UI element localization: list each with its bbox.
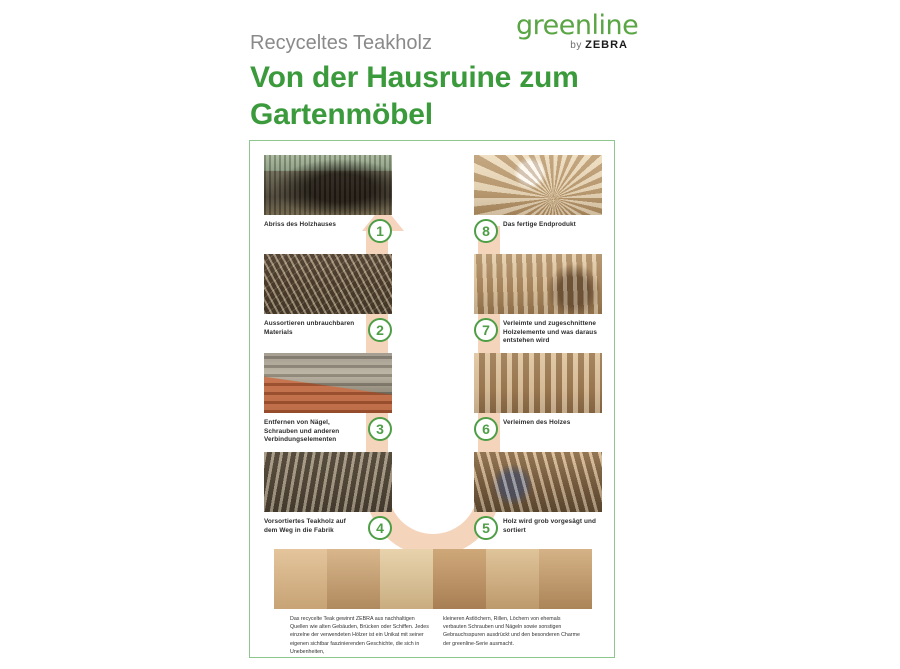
wood-sample-5 <box>486 549 539 609</box>
footer-column-left: Das recycelte Teak gewinnt ZEBRA aus nachhaltigen Quellen wie alten Gebäuden, Brücken oder Schiffen. Jedes einzelne der verwendeten Hölzer ist ein Unikat mit seiner eigenen sichtbar faszinierenden Geschichte, die sich in Unebenheiten, <box>290 616 429 655</box>
brand-by-label: by <box>570 40 582 51</box>
step-8-image <box>474 155 602 215</box>
step-1-image <box>264 155 392 215</box>
wood-sample-strip <box>274 549 592 609</box>
brand-company: ZEBRA <box>585 39 628 51</box>
step-5-badge: 5 <box>474 516 498 540</box>
wood-sample-4 <box>433 549 486 609</box>
step-3 <box>264 353 392 445</box>
step-6 <box>474 353 602 441</box>
step-1 <box>264 155 392 243</box>
step-5 <box>474 452 602 540</box>
step-4 <box>264 452 392 540</box>
step-2-caption: Aussortieren unbrauchbaren Materials <box>264 320 355 336</box>
step-2 <box>264 254 392 342</box>
step-2-image <box>264 254 392 314</box>
process-panel <box>249 140 615 658</box>
brand-name: greenline <box>516 10 639 41</box>
brand-byline <box>516 40 628 51</box>
wood-sample-3 <box>380 549 433 609</box>
step-7-image <box>474 254 602 314</box>
step-8-caption: Das fertige Endprodukt <box>503 221 576 228</box>
step-5-image <box>474 452 602 512</box>
kicker-text: Recyceltes Teakholz <box>250 32 432 54</box>
step-7-badge: 7 <box>474 318 498 342</box>
wood-sample-2 <box>327 549 380 609</box>
step-4-badge: 4 <box>368 516 392 540</box>
step-8-badge: 8 <box>474 219 498 243</box>
step-3-badge: 3 <box>368 417 392 441</box>
step-4-caption: Vorsortiertes Teakholz auf dem Weg in die Fabrik <box>264 518 346 534</box>
step-7-caption: Verleimte und zugeschnittene Holzelemente und was daraus entstehen wird <box>503 320 597 345</box>
step-3-caption: Entfernen von Nägel, Schrauben und anderen Verbindungselementen <box>264 419 340 444</box>
step-5-caption: Holz wird grob vorgesägt und sortiert <box>503 518 596 534</box>
step-3-image <box>264 353 392 413</box>
brand-logo <box>516 10 639 51</box>
wood-sample-1 <box>274 549 327 609</box>
footer-text <box>290 615 582 656</box>
step-8 <box>474 155 602 243</box>
step-2-badge: 2 <box>368 318 392 342</box>
footer-column-right: kleineren Astlöchern, Rillen, Löchern von ehemals verbauten Schrauben und Nägeln sowie sonstigen Gebrauchsspuren ausdrückt und den besonderen Charme der greenline-Serie ausmacht. <box>443 616 580 647</box>
step-4-image <box>264 452 392 512</box>
wood-sample-6 <box>539 549 592 609</box>
step-6-image <box>474 353 602 413</box>
step-1-caption: Abriss des Holzhauses <box>264 221 337 228</box>
step-7 <box>474 254 602 346</box>
page-title: Von der Hausruine zum Gartenmöbel <box>250 61 579 131</box>
step-6-badge: 6 <box>474 417 498 441</box>
step-1-badge: 1 <box>368 219 392 243</box>
step-6-caption: Verleimen des Holzes <box>503 419 571 426</box>
